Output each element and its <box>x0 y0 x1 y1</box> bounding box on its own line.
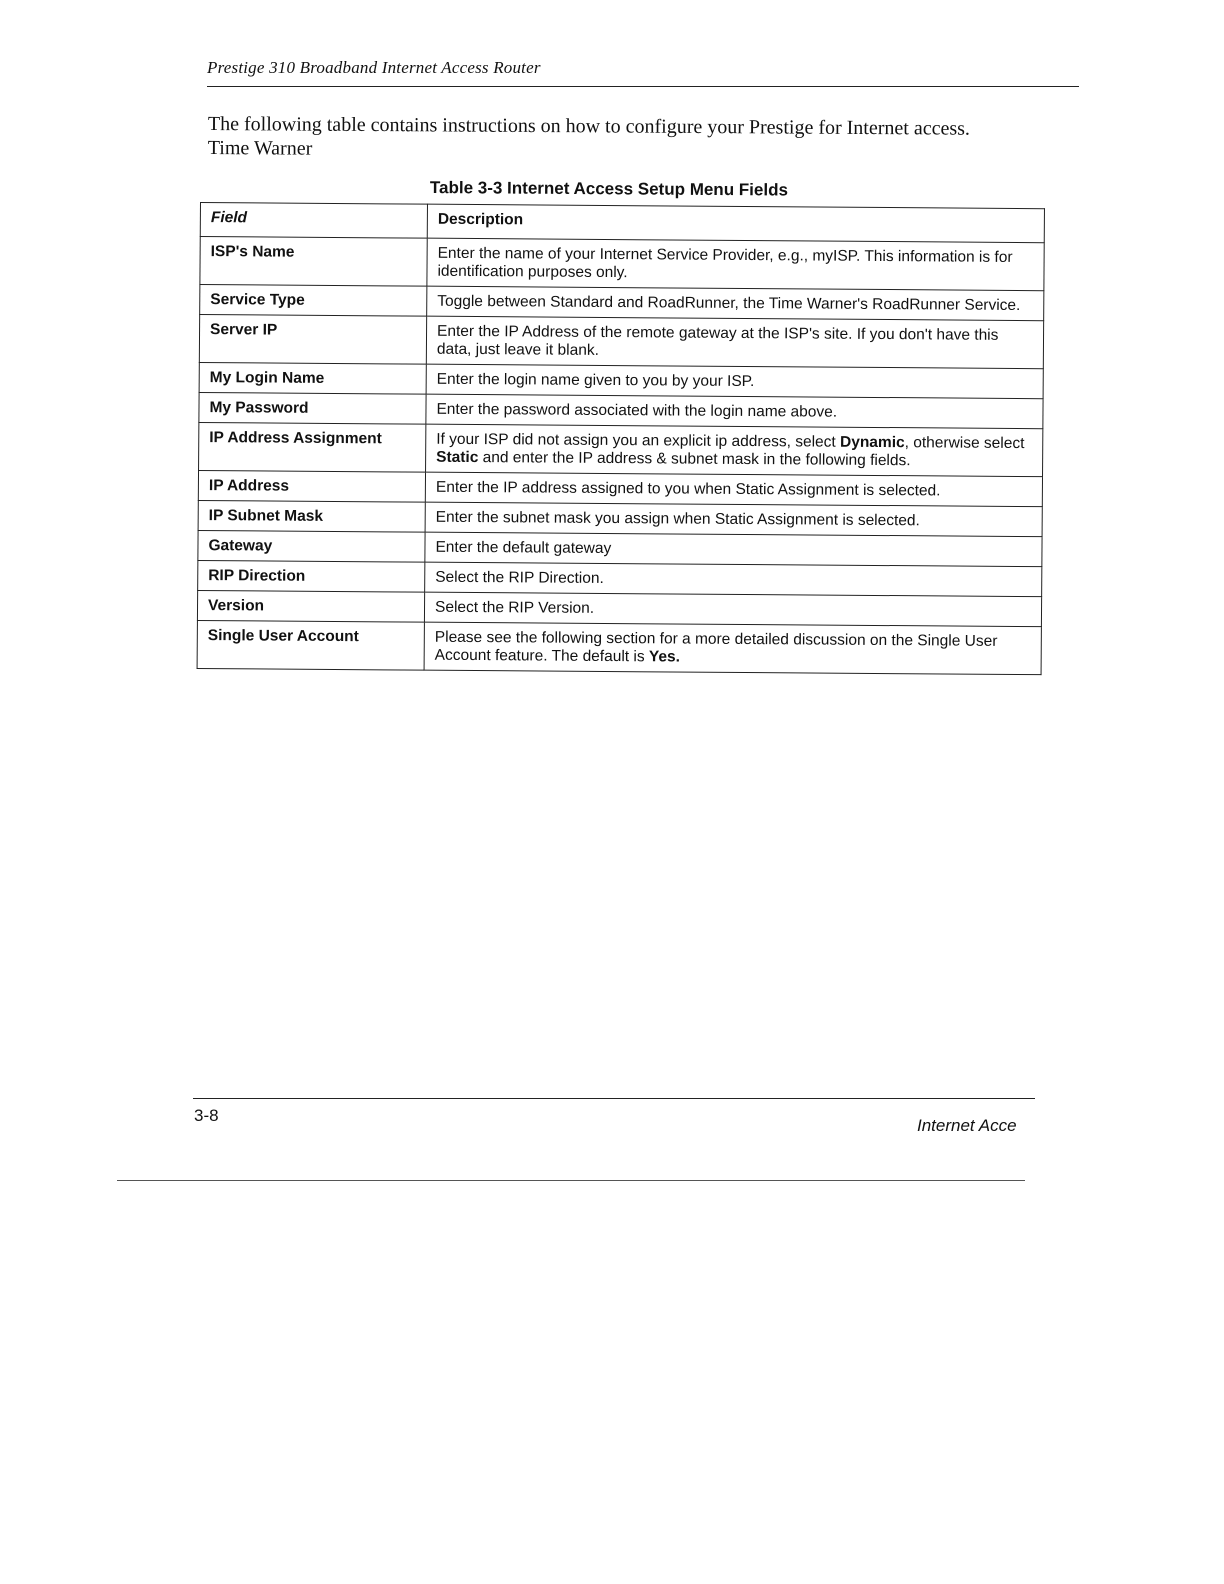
table-row <box>200 237 1044 291</box>
column-header-field: Field <box>200 203 427 239</box>
description-text: Toggle between Standard and RoadRunner, the Time Warner's RoadRunner Service. <box>437 292 1021 315</box>
field-name-cell: IP Address <box>198 470 425 502</box>
field-description-cell <box>425 472 1042 507</box>
intro-line-1: The following table contains instructions on how to configure your Prestige for Internet access. <box>207 112 971 140</box>
description-text: Enter the subnet mask you assign when Static Assignment is selected. <box>435 508 920 530</box>
field-name-cell: Version <box>197 590 424 622</box>
description-text: and enter the IP address & subnet mask in the following fields. <box>478 449 911 470</box>
description-text: Enter the login name given to you by your ISP. <box>436 370 755 391</box>
page-edge-rule <box>117 1180 1025 1181</box>
field-description-cell <box>425 532 1042 567</box>
field-description-cell <box>425 502 1042 537</box>
field-name-cell: IP Subnet Mask <box>198 500 425 532</box>
field-name-cell: IP Address Assignment <box>199 422 426 472</box>
description-text: If your ISP did not assign you an explicit ip address, select <box>436 430 841 451</box>
description-emphasis: Yes. <box>648 648 681 666</box>
running-header: Prestige 310 Broadband Internet Access Router <box>207 58 541 77</box>
description-text: Enter the name of your Internet Service Provider, e.g., myISP. This information is for identification purposes only. <box>437 244 1013 282</box>
field-name-cell: RIP Direction <box>198 560 425 592</box>
description-text: , otherwise select <box>904 434 1025 453</box>
field-description-cell <box>425 562 1042 597</box>
description-text: Enter the IP address assigned to you when Static Assignment is selected. <box>435 478 941 500</box>
intro-paragraph <box>208 112 1068 165</box>
description-text: Enter the default gateway <box>435 538 612 558</box>
table-body <box>197 237 1044 675</box>
table-row <box>197 620 1041 674</box>
description-emphasis: Static <box>436 448 479 467</box>
field-description-cell <box>427 286 1044 321</box>
footer-rule <box>193 1098 1035 1099</box>
description-text: Select the RIP Direction. <box>435 568 604 587</box>
field-description-cell <box>426 424 1043 477</box>
field-name-cell: Gateway <box>198 530 425 562</box>
setup-fields-table-container <box>197 202 1070 675</box>
field-name-cell: My Password <box>199 392 426 424</box>
setup-fields-table <box>197 202 1045 675</box>
field-description-cell <box>424 622 1041 675</box>
field-description-cell <box>426 316 1043 369</box>
description-text: Enter the password associated with the login name above. <box>436 400 838 421</box>
description-emphasis: Dynamic <box>839 433 905 452</box>
field-name-cell: Single User Account <box>197 620 424 670</box>
column-header-description: Description <box>427 204 1044 243</box>
field-description-cell <box>426 394 1043 429</box>
header-rule <box>207 86 1079 87</box>
footer-section-title: Internet Acce <box>917 1116 1017 1135</box>
page-number: 3-8 <box>194 1106 219 1125</box>
field-name-cell: My Login Name <box>199 362 426 394</box>
description-text: Select the RIP Version. <box>434 598 595 617</box>
table-row <box>199 315 1043 369</box>
table-row <box>199 422 1043 476</box>
field-name-cell: ISP's Name <box>200 237 427 287</box>
description-text: Please see the following section for a more detailed discussion on the Single User Account feature. The default is <box>434 628 998 666</box>
description-text: Enter the IP Address of the remote gateway at the ISP's site. If you don't have this data, just leave it blank. <box>436 322 999 359</box>
field-name-cell: Service Type <box>200 285 427 317</box>
field-name-cell: Server IP <box>199 315 426 365</box>
field-description-cell <box>427 238 1044 291</box>
intro-line-2: Time Warner <box>207 136 313 160</box>
field-description-cell <box>426 364 1043 399</box>
table-caption: Table 3-3 Internet Access Setup Menu Fields <box>429 178 789 200</box>
field-description-cell <box>424 592 1041 627</box>
